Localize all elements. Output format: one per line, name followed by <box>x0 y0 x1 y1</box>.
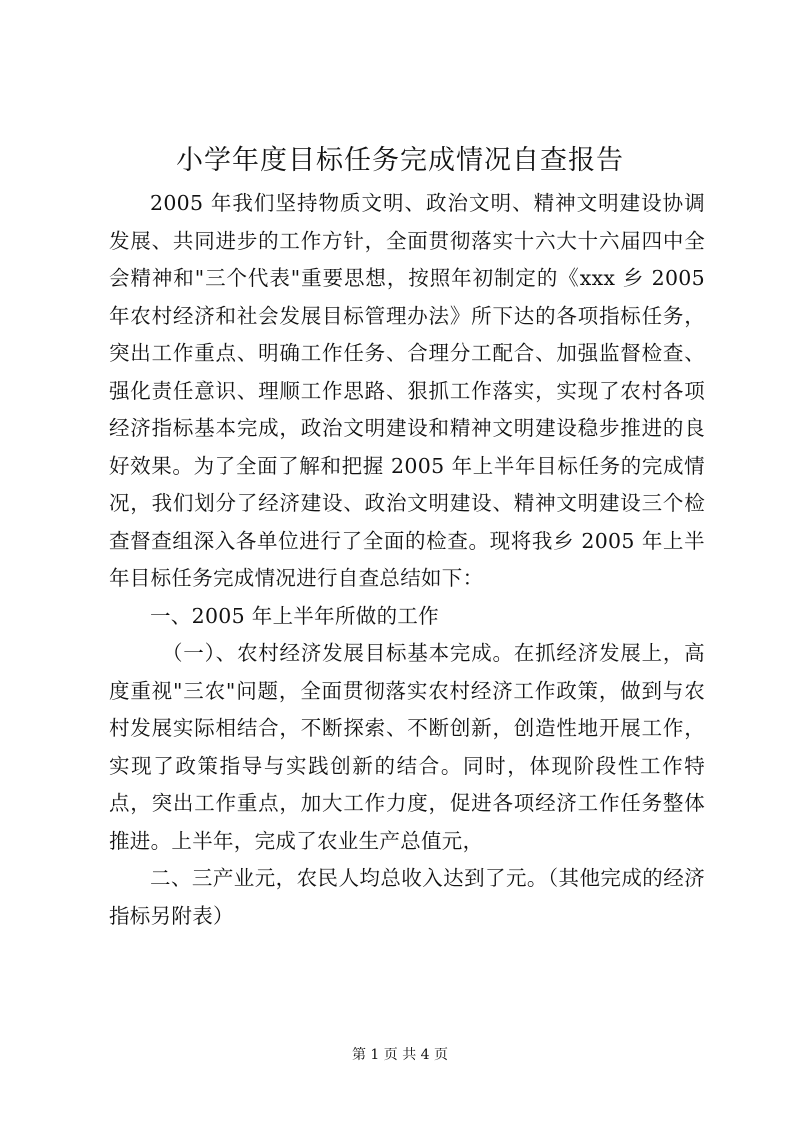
paragraph-intro: 2005 年我们坚持物质文明、政治文明、精神文明建设协调发展、共同进步的工作方针，全面贯彻落实十六大十六届四中全会精神和"三个代表"重要思想，按照年初制定的《xxx 乡 2005 年农村经济和社会发展目标管理办法》所下达的各项指标任务，突出工作重点、明确工作任务、合理分工配合、加强监督检查、强化责任意识、理顺工作思路、狠抓工作落实，实现了农村各项经济指标基本完成，政治文明建设和精神文明建设稳步推进的良好效果。为了全面了解和把握 2005 年上半年目标任务的完成情况，我们划分了经济建设、政治文明建设、精神文明建设三个检查督查组深入各单位进行了全面的检查。现将我乡 2005 年上半年目标任务完成情况进行自查总结如下： <box>109 191 705 590</box>
page-footer: 第 1 页 共 4 页 <box>351 1047 449 1063</box>
paragraph-economy: （一）、农村经济发展目标基本完成。在抓经济发展上，高度重视"三农"问题，全面贯彻落实农村经济工作政策，做到与农村发展实际相结合，不断探索、不断创新，创造性地开展工作，实现了政策指导与实践创新的结合。同时，体现阶段性工作特点，突出工作重点，加大工作力度，促进各项经济工作任务整体推进。上半年，完成了农业生产总值元， <box>109 641 705 853</box>
document-title: 小学年度目标任务完成情况自查报告 <box>176 145 624 176</box>
document-body <box>109 185 705 935</box>
section-heading: 一、2005 年上半年所做的工作 <box>150 603 439 628</box>
paragraph-industry: 二、三产业元，农民人均总收入达到了元。（其他完成的经济指标另附表） <box>109 866 705 928</box>
